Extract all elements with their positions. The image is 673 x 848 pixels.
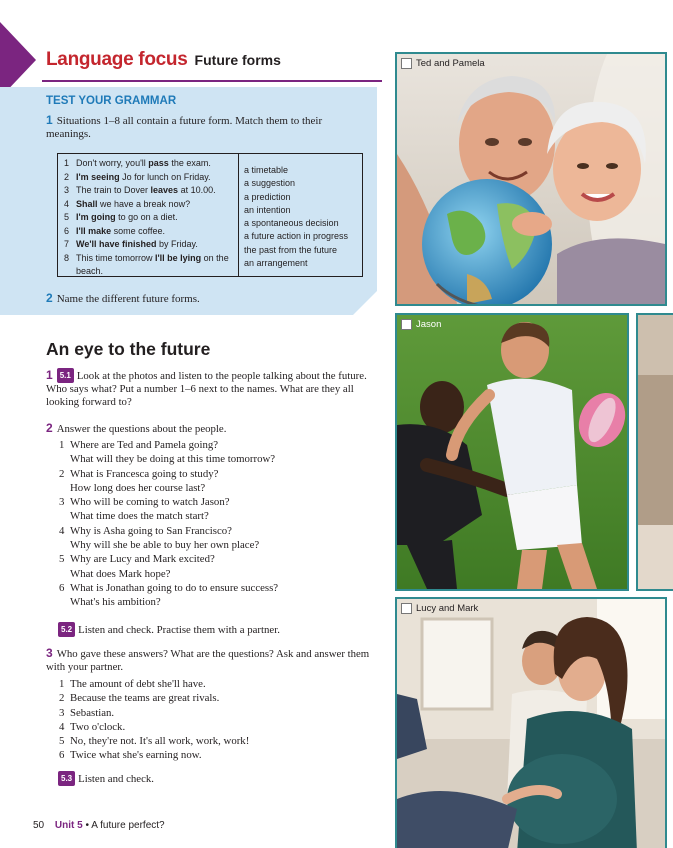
situation-post: by Friday. xyxy=(156,239,198,249)
situation-text xyxy=(76,171,211,185)
answer-text: Twice what she's earning now. xyxy=(70,749,202,762)
situation-text xyxy=(76,184,216,198)
question-item xyxy=(59,552,379,566)
situations-column xyxy=(58,154,239,276)
question-item xyxy=(59,581,379,595)
situation-item xyxy=(64,157,238,171)
meaning-item: a future action in progress xyxy=(244,231,349,242)
exercise-2 xyxy=(46,422,376,436)
footer-separator: • xyxy=(85,820,89,831)
unit-title: A future perfect? xyxy=(91,820,165,831)
question-number: 5 xyxy=(59,553,65,566)
meaning-item: an arrangement xyxy=(244,258,308,269)
answer-text: Sebastian. xyxy=(70,706,115,719)
label-ted-pamela-text: Ted and Pamela xyxy=(416,58,485,69)
questions-list xyxy=(59,438,379,610)
meaning-item: a spontaneous decision xyxy=(244,218,339,229)
answer-text: The amount of debt she'll have. xyxy=(70,678,206,690)
situation-text xyxy=(76,238,198,252)
situation-number: 5 xyxy=(64,212,70,222)
answer-number: 3 xyxy=(59,706,65,719)
situation-post: on the beach. xyxy=(76,252,229,276)
photo-label-lucy-mark xyxy=(401,603,478,614)
ex3-check-text: Listen and check. xyxy=(78,773,154,785)
question-b: What's his ambition? xyxy=(70,596,161,609)
ex3-text: Who gave these answers? What are the questions? Ask and answer them with your partner. xyxy=(46,648,370,673)
answer-item xyxy=(59,734,379,748)
photo-jason xyxy=(395,313,629,591)
exercise-1 xyxy=(46,368,376,409)
checkbox-jason[interactable] xyxy=(401,319,412,330)
photo-label-jason xyxy=(401,319,441,330)
ex3-check xyxy=(58,771,388,786)
q2-text: Name the different future forms. xyxy=(56,293,200,305)
situation-bold: Shall xyxy=(76,198,98,209)
question-number: 3 xyxy=(59,496,65,509)
ex2-text: Answer the questions about the people. xyxy=(56,423,227,435)
situation-number: 8 xyxy=(64,252,70,263)
answer-item xyxy=(59,691,379,705)
grammar-box-corner xyxy=(353,290,378,315)
meaning-item: a prediction xyxy=(244,191,291,202)
situation-pre: Don't worry, you'll xyxy=(76,158,149,168)
photo-ted-and-pamela xyxy=(395,52,667,306)
question-number: 2 xyxy=(59,467,65,480)
title-rule xyxy=(42,80,382,82)
ex2-number: 2 xyxy=(46,421,53,435)
ex2-check xyxy=(58,622,388,637)
partial-photo-illustration xyxy=(638,315,673,589)
question-b: What time does the match start? xyxy=(70,510,209,523)
question-a: Who will be coming to watch Jason? xyxy=(70,496,230,509)
grammar-q2 xyxy=(46,291,200,305)
q1-text: Situations 1–8 all contain a future form. Match them to their meanings. xyxy=(46,115,323,140)
situation-post: we have a break now? xyxy=(97,198,191,209)
answers-list xyxy=(59,677,379,763)
situation-bold: I'll be lying xyxy=(155,252,202,263)
question-number: 4 xyxy=(59,524,65,537)
meaning-item: an intention xyxy=(244,204,291,215)
question-a: What is Francesca going to study? xyxy=(70,467,219,480)
title-future-forms: Future forms xyxy=(194,52,281,68)
meanings-column xyxy=(239,154,362,276)
checkbox-lucy-mark[interactable] xyxy=(401,603,412,614)
situation-item xyxy=(64,238,238,252)
situation-text xyxy=(76,157,211,171)
jason-rugby-illustration xyxy=(397,315,627,589)
situation-bold: I'm going xyxy=(76,212,116,222)
situation-bold: I'm seeing xyxy=(76,171,120,182)
situation-number: 7 xyxy=(64,239,70,249)
answer-number: 6 xyxy=(59,749,65,762)
situation-number: 6 xyxy=(64,225,70,236)
question-a: What is Jonathan going to do to ensure success? xyxy=(70,581,279,594)
page-title xyxy=(46,49,281,71)
question-a: Where are Ted and Pamela going? xyxy=(70,439,219,451)
answer-item xyxy=(59,748,379,762)
test-your-grammar-heading: TEST YOUR GRAMMAR xyxy=(46,95,177,107)
answer-text: Because the teams are great rivals. xyxy=(70,692,220,705)
q2-number: 2 xyxy=(46,291,53,305)
answer-number: 1 xyxy=(59,678,65,690)
ex3-number: 3 xyxy=(46,646,53,660)
situation-text xyxy=(76,211,178,225)
situation-bold: leaves xyxy=(150,185,179,195)
exercise-3 xyxy=(46,647,376,674)
situation-number: 1 xyxy=(64,158,70,168)
situation-pre: The train to Dover xyxy=(76,185,151,195)
situation-post: at 10.00. xyxy=(178,185,216,195)
ted-pamela-illustration xyxy=(397,54,665,304)
lucy-mark-illustration xyxy=(397,599,665,848)
photo-partial-right xyxy=(636,313,673,591)
question-number: 1 xyxy=(59,439,65,451)
audio-5-3-badge[interactable]: 5.3 xyxy=(58,771,75,786)
answer-text: No, they're not. It's all work, work, work! xyxy=(70,735,250,748)
page-number: 50 xyxy=(33,820,45,831)
page-footer xyxy=(33,820,165,831)
question-item xyxy=(59,438,379,452)
answer-item xyxy=(59,720,379,734)
answer-number: 2 xyxy=(59,692,65,705)
ex1-number: 1 xyxy=(46,368,53,382)
meaning-item: a timetable xyxy=(244,165,289,175)
question-a: Why is Asha going to San Francisco? xyxy=(70,524,232,537)
grammar-q1 xyxy=(46,114,356,141)
audio-5-2-badge[interactable]: 5.2 xyxy=(58,622,75,637)
situation-number: 2 xyxy=(64,171,70,182)
situation-number: 4 xyxy=(64,198,70,209)
q1-number: 1 xyxy=(46,113,53,127)
situation-post: the exam. xyxy=(168,158,211,168)
question-b: What does Mark hope? xyxy=(70,567,171,580)
situation-bold: I'll make xyxy=(76,225,112,236)
situation-bold: pass xyxy=(148,158,169,168)
situation-text xyxy=(76,252,238,279)
label-lucy-mark-text: Lucy and Mark xyxy=(416,603,479,614)
situation-item xyxy=(64,252,238,279)
ex2-check-text: Listen and check. Practise them with a partner. xyxy=(78,624,280,636)
matching-table xyxy=(57,153,363,277)
situation-item xyxy=(64,198,238,212)
situation-bold: We'll have finished xyxy=(76,239,157,249)
title-language-focus: Language focus xyxy=(46,49,188,70)
label-jason-text: Jason xyxy=(416,319,442,330)
checkbox-ted-pamela[interactable] xyxy=(401,58,412,69)
situation-text xyxy=(76,198,190,212)
meaning-item: a suggestion xyxy=(244,178,296,189)
question-b: What will they be doing at this time tomorrow? xyxy=(70,453,276,466)
situation-item xyxy=(64,211,238,225)
question-a: Why are Lucy and Mark excited? xyxy=(70,553,215,566)
audio-5-1-badge[interactable]: 5.1 xyxy=(57,368,74,383)
question-item xyxy=(59,524,379,538)
ex1-text: Look at the photos and listen to the people talking about the future. Who says what? Put a number 1–6 next to the names. What are they all looking forward to? xyxy=(46,370,367,408)
photo-label-ted-pamela xyxy=(401,58,485,69)
unit-label: Unit 5 xyxy=(54,820,83,831)
situation-text xyxy=(76,225,165,239)
situation-item xyxy=(64,225,238,239)
situation-item xyxy=(64,184,238,198)
answer-number: 5 xyxy=(59,735,65,748)
answer-item xyxy=(59,706,379,720)
answer-number: 4 xyxy=(59,720,65,733)
meaning-item: the past from the future xyxy=(244,244,338,255)
question-item xyxy=(59,467,379,481)
situation-item xyxy=(64,171,238,185)
photo-lucy-and-mark xyxy=(395,597,667,848)
situation-post: Jo for lunch on Friday. xyxy=(119,171,211,182)
section-title: An eye to the future xyxy=(46,339,211,359)
question-item xyxy=(59,495,379,509)
question-b: How long does her course last? xyxy=(70,481,206,494)
situation-post: to go on a diet. xyxy=(115,212,178,222)
situation-number: 3 xyxy=(64,185,70,195)
answer-item xyxy=(59,677,379,691)
question-number: 6 xyxy=(59,581,65,594)
answer-text: Two o'clock. xyxy=(70,720,126,733)
question-b: Why will she be able to buy her own place? xyxy=(70,539,260,552)
situation-post: some coffee. xyxy=(111,225,166,236)
situation-pre: This time tomorrow xyxy=(76,252,156,263)
